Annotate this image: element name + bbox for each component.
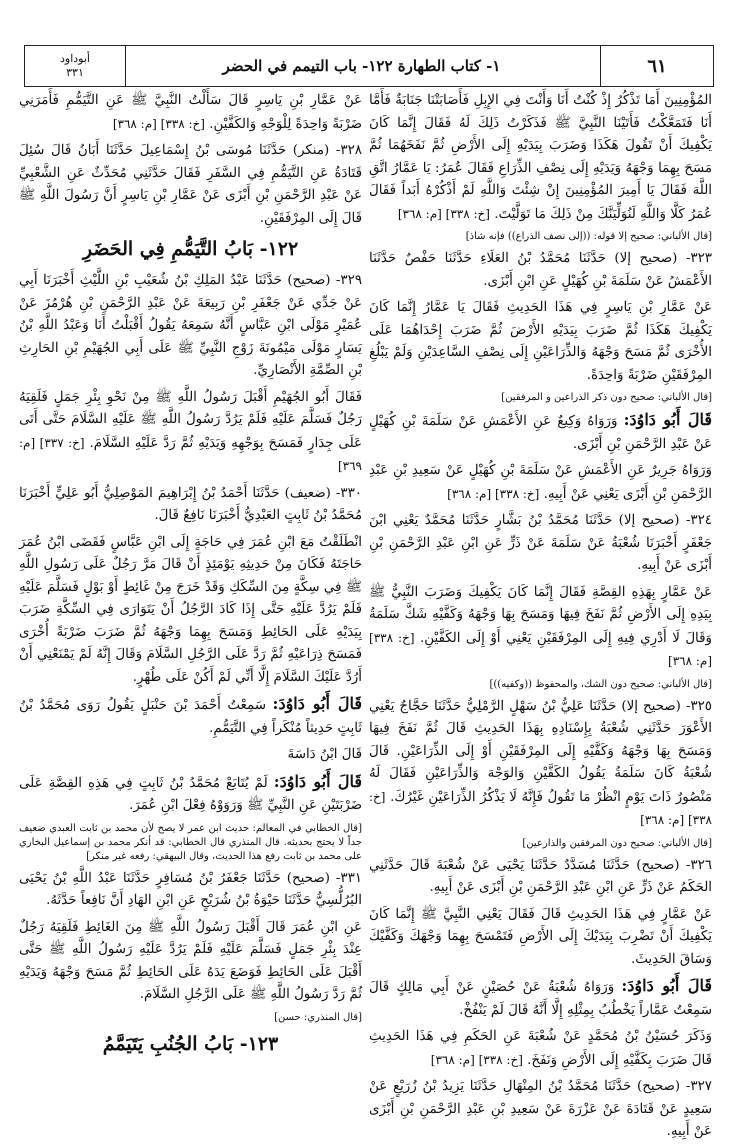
reference: [خ: ٣٣٨] [م: ٣٦٨] (369, 789, 712, 827)
paragraph: فَقَالَ أَبُو الجُهَيْمِ أَقْبَلَ رَسُولُ اللَّهِ ﷺ مِنْ نَحْوِ بِئْرِ جَمَلٍ فَلَقِيَهُ رَجُلٌ فَسَلَّمَ عَلَيْهِ فَلَمْ يَرُدَّ رَسُولُ اللَّهِ ﷺ عَلَيْهِ السَّلَامَ حَتَّى أَتَى عَلَى جِدَارٍ فَمَسَحَ بِوَجْهِهِ وَيَدَيْهِ ثُمَّ رَدَّ عَلَيْهِ السَّلَامَ. [خ: ٣٣٧] [م: ٣٦٩] (19, 389, 362, 473)
book-reference (25, 46, 126, 86)
hadith-323: ٣٢٣- (صحيح إلا) حَدَّثَنَا مُحَمَّدُ بْنُ العَلَاءِ حَدَّثَنَا حَفْصٌ حَدَّثَنَا الأَعْمَشُ عَنْ سَلَمَةَ بْنِ كُهَيْلٍ عَنِ ابْنِ أَبْزَى. (369, 251, 712, 289)
grading-note: [قال الألباني: صحيح إلا قوله: ((إلى نصف الذراع)) فإنه شاذ] (465, 231, 712, 242)
reference: [خ: ٣٣٨] [م: ٣٦٨] (397, 206, 490, 221)
paragraph: قَالَ أَبُو دَاوُدَ: لَمْ يُتَابَعْ مُحَمَّدُ بْنُ ثَابِتٍ فِي هَذِهِ القِصَّةِ عَلَى ضَرْبَتَيْنِ عَنِ النَّبِيِّ ﷺ وَرَوَوْهُ فِعْلَ ابْنِ عُمَرَ. (19, 771, 362, 813)
abu-dawud-label: قَالَ أَبُو دَاوُدَ: (621, 976, 713, 995)
paragraph: عَنْ عَمَّارِ بْنِ يَاسِرٍ فِي هَذَا الحَدِيثِ فَقَالَ يَا عَمَّارُ إِنَّمَا كَانَ يَكْفِيكَ هَكَذَا ثُمَّ ضَرَبَ بِيَدَيْهِ الأَرْضَ ثُمَّ ضَرَبَ إِحْدَاهُمَا عَلَى الأُخْرَى ثُمَّ مَسَحَ وَجْهَهُ وَالذِّرَاعَيْنِ إِلَى نِصْفِ السَّاعِدَيْنِ وَلَمْ يَبْلُغِ المِرْفَقَيْنِ ضَرْبَةً وَاحِدَةً. (369, 300, 712, 383)
hadith-324: ٣٢٤- (صحيح إلا) حَدَّثَنَا مُحَمَّدُ بْنُ بَشَّارٍ حَدَّثَنَا مُحَمَّدٌ يَعْنِي ابْنَ جَعْفَرٍ أَخْبَرَنَا شُعْبَةُ عَنْ سَلَمَةَ عَنْ ذَرٍّ عَنِ ابْنِ عَبْدِ الرَّحْمَنِ بْنِ أَبْزَى عَنْ أَبِيهِ. (369, 513, 712, 573)
abu-dawud-label: قَالَ أَبُو دَاوُدَ: (273, 771, 362, 791)
paragraph: عَنْ عَمَّارِ بْنِ يَاسِرٍ قَالَ سَأَلْتُ النَّبِيَّ ﷺ عَنِ التَّيَمُّمِ فَأَمَرَنِي ضَرْبَةً وَاحِدَةً لِلْوَجْهِ وَالكَفَّيْنِ. [خ: ٣٣٨] [م: ٣٦٨] (19, 93, 362, 132)
right-column (369, 90, 713, 1139)
reference: [خ: ٣٣٨] [م: ٣٦٨] (447, 486, 540, 501)
abu-dawud-label: قَالَ أَبُو دَاوُدَ: (272, 694, 362, 713)
hadith-330: ٣٣٠- (ضعيف) حَدَّثَنَا أَحْمَدُ بْنُ إِبْرَاهِيمَ المَوْصِلِيُّ أَبُو عَلِيٍّ أَخْبَرَنَا مُحَمَّدُ بْنُ ثَابِتٍ العَبْدِيُّ أَخْبَرَنَا نَافِعٌ قَالَ. (19, 485, 362, 523)
paragraph: انْطَلَقْتُ مَعَ ابْنِ عُمَرَ فِي حَاجَةٍ إِلَى ابْنِ عَبَّاسٍ فَقَضَى ابْنُ عُمَرَ حَاجَتَهُ فَكَانَ مِنْ حَدِيثِهِ يَوْمَئِذٍ أَنْ قَالَ مَرَّ رَجُلٌ عَلَى رَسُولِ اللَّهِ ﷺ فِي سِكَّةٍ مِنَ السِّكَكِ وَقَدْ خَرَجَ مِنْ غَائِطٍ أَوْ بَوْلٍ فَسَلَّمَ عَلَيْهِ فَلَمْ يَرُدَّ عَلَيْهِ حَتَّى إِذَا كَادَ الرَّجُلُ أَنْ يَتَوَارَى فِي السِّكَّةِ ضَرَبَ بِيَدَيْهِ عَلَى الحَائِطِ وَمَسَحَ بِهِمَا وَجْهَهُ ثُمَّ ضَرَبَ ضَرْبَةً أُخْرَى فَمَسَحَ ذِرَاعَيْهِ ثُمَّ رَدَّ عَلَى الرَّجُلِ السَّلَامَ وَقَالَ إِنَّهُ لَمْ يَمْنَعْنِي أَنْ أَرُدَّ عَلَيْكَ السَّلَامَ إِلَّا أَنِّي لَمْ أَكُنْ عَلَى طُهْرٍ. (19, 534, 362, 685)
grading-note: [قال الخطابي في المعالم: حديث ابن عمر لا يصح لأن محمد بن ثابت العبدي ضعيف جداً لا يحتج بحديثه. قال المنذري قال الخطابي: قد أنكر محمد بن إسماعيل البخاري على محمد بن ثابت رفع هذا الحديث، وقال البيهقي: رفعه غير منكر] (19, 822, 362, 862)
chapter-heading: ١٢٢- بَابُ التَّيَمُّمِ فِي الحَضَرِ (82, 238, 299, 260)
paragraph: وَرَوَاهُ جَرِيرٌ عَنِ الأَعْمَشِ عَنْ سَلَمَةَ بْنِ كُهَيْلٍ عَنْ سَعِيدِ بْنِ عَبْدِ الرَّحْمَنِ بْنِ أَبْزَى يَعْنِي عَنْ أَبِيهِ. [خ: ٣٣٨] [م: ٣٦٨] (369, 463, 712, 502)
paragraph: قَالَ أَبُو دَاوُدَ: سَمِعْتُ أَحْمَدَ بْنَ حَنْبَلٍ يَقُولُ رَوَى مُحَمَّدُ بْنُ ثَابِتٍ حَدِيثاً مُنْكَراً فِي التَّيَمُّمِ. (19, 694, 362, 736)
hadith-328: ٣٢٨- (منكر) حَدَّثَنَا مُوسَى بْنُ إِسْمَاعِيلَ حَدَّثَنَا أَبَانُ قَالَ سُئِلَ قَتَادَةُ عَنِ التَّيَمُّمِ فِي السَّفَرِ فَقَالَ حَدَّثَنِي مُحَدِّثٌ عَنِ الشَّعْبِيِّ عَنْ عَبْدِ الرَّحْمَنِ بْنِ أَبْزَى عَنْ عَمَّارِ بْنِ يَاسِرٍ أَنَّ رَسُولَ اللَّهِ ﷺ قَالَ إِلَى المِرْفَقَيْنِ. (19, 143, 362, 226)
paragraph: المُؤْمِنِينَ أَمَا تَذْكُرُ إِذْ كُنْتُ أَنَا وَأَنْتَ فِي الإِبِلِ فَأَصَابَتْنَا جَنَابَةٌ فَأَمَّا أَنَا فَتَمَعَّكْتُ فَأَتَيْنَا النَّبِيَّ ﷺ فَذَكَرْتُ ذَلِكَ لَهُ فَقَالَ إِنَّمَا كَانَ يَكْفِيكَ أَنْ تَقُولَ هَكَذَا وَضَرَبَ بِيَدَيْهِ إِلَى الأَرْضِ ثُمَّ نَفَخَهُمَا ثُمَّ مَسَحَ بِهِمَا وَجْهَهُ وَيَدَيْهِ إِلَى نِصْفِ الذِّرَاعِ فَقَالَ عُمَرُ: يَا عَمَّارُ اتَّقِ اللَّهَ فَقَالَ يَا أَمِيرَ المُؤْمِنِينَ إِنْ شِئْتَ وَاللَّهِ لَمْ أَذْكُرْهُ أَبَداً فَقَالَ عُمَرُ كَلَّا وَاللَّهِ لَنُوَلِّيَنَّكَ مِنْ ذَلِكَ مَا تَوَلَّيْتَ. [خ: ٣٣٨] [م: ٣٦٨] (369, 93, 712, 222)
hadith-331: ٣٣١- (صحيح) حَدَّثَنَا جَعْفَرُ بْنُ مُسَافِرٍ حَدَّثَنَا عَبْدُ اللَّهِ بْنُ يَحْيَى البُرُلُّسِيُّ حَدَّثَنَا حَيْوَةُ بْنُ شُرَيْحٍ عَنِ ابْنِ الهَادِ أَنَّ نَافِعاً حَدَّثَهُ. (19, 870, 362, 908)
book-name: أبوداود (60, 52, 90, 65)
grading-note: [قال المنذري: حسن] (274, 1011, 362, 1023)
reference: [خ: ٣٣٨] [م: ٣٦٨] (369, 630, 712, 668)
hadith-326: ٣٢٦- (صحيح) حَدَّثَنَا مُسَدَّدٌ حَدَّثَنَا يَحْيَى عَنْ شُعْبَةَ قَالَ حَدَّثَنِي الحَكَمُ عَنْ ذَرٍّ عَنِ ابْنِ عَبْدِ الرَّحْمَنِ بْنِ أَبْزَى عَنْ أَبِيهِ. (369, 857, 712, 895)
page-number: ٦١ (600, 46, 713, 86)
reference: [خ: ٣٣٨] [م: ٣٦٨] (112, 116, 205, 131)
running-title: ١- كتاب الطهارة ١٢٢- باب التيمم في الحضر (222, 57, 501, 75)
grading-note: [قال الألباني: صحيح دون الشك، والمحفوظ ((وكفيه))] (489, 678, 712, 690)
paragraph: عَنِ ابْنِ عُمَرَ قَالَ أَقْبَلَ رَسُولُ اللَّهِ ﷺ مِنَ الغَائِطِ فَلَقِيَهُ رَجُلٌ عِنْدَ بِئْرِ جَمَلٍ فَسَلَّمَ عَلَيْهِ فَلَمْ يَرُدَّ عَلَيْهِ رَسُولُ اللَّهِ ﷺ حَتَّى أَقْبَلَ عَلَى الحَائِطِ فَوَضَعَ يَدَهُ عَلَى الحَائِطِ ثُمَّ مَسَحَ وَجْهَهُ وَيَدَيْهِ ثُمَّ رَدَّ رَسُولُ اللَّهِ ﷺ عَلَى الرَّجُلِ السَّلَامَ. (19, 919, 362, 1002)
abu-dawud-label: قَالَ أَبُو دَاوُدَ: (623, 410, 712, 429)
hadith-325: ٣٢٥- (صحيح إلا) حَدَّثَنَا عَلِيُّ بْنُ سَهْلٍ الرَّمْلِيُّ حَدَّثَنَا حَجَّاجٌ يَعْنِي الأَعْوَرَ حَدَّثَنِي شُعْبَةُ بِإِسْنَادِهِ بِهَذَا الحَدِيثِ قَالَ ثُمَّ نَفَخَ فِيهَا وَمَسَحَ بِهَا وَجْهَهُ وَكَفَّيْهِ إِلَى المِرْفَقَيْنِ أَوْ إِلَى الذِّرَاعَيْنِ. قَالَ شُعْبَةُ كَانَ سَلَمَةُ يَقُولُ الكَفَّيْنِ وَالوَجْهَ وَالذِّرَاعَيْنِ فَقَالَ لَهُ مَنْصُورٌ ذَاتَ يَوْمٍ انْظُرْ مَا تَقُولُ فَإِنَّهُ لَا يَذْكُرُ الذِّرَاعَيْنِ غَيْرُكَ. [خ: ٣٣٨] [م: ٣٦٨] (369, 698, 712, 827)
chapter-heading: ١٢٣- بَابُ الجُنُبِ يَتَيَمَّمُ (102, 1032, 279, 1055)
hadith-329: ٣٢٩- (صحيح) حَدَّثَنَا عَبْدُ المَلِكِ بْنُ شُعَيْبِ بْنِ اللَّيْثِ أَخْبَرَنَا أَبِي عَنْ جَدِّي عَنْ جَعْفَرِ بْنِ رَبِيعَةَ عَنْ عَبْدِ الرَّحْمَنِ بْنِ هُرْمُزَ عَنْ عُمَيْرٍ مَوْلَى ابْنِ عَبَّاسٍ أَنَّهُ سَمِعَهُ يَقُولُ أَقْبَلْتُ أَنَا وَعَبْدُ اللَّهِ بْنُ يَسَارٍ مَوْلَى مَيْمُونَةَ زَوْجِ النَّبِيِّ ﷺ عَلَى أَبِي الجُهَيْمِ بْنِ الحَارِثِ بْنِ الصِّمَّةِ الأَنْصَارِيِّ. (19, 273, 362, 378)
paragraph: قَالَ ابْنُ دَاسَةَ (287, 747, 362, 762)
paragraph: عَنْ عَمَّارٍ فِي هَذَا الحَدِيثِ قَالَ فَقَالَ يَعْنِي النَّبِيَّ ﷺ إِنَّمَا كَانَ يَكْفِيكَ أَنْ تَضْرِبَ بِيَدَيْكَ إِلَى الأَرْضِ فَتَمْسَحَ بِهِمَا وَجْهَكَ وَكَفَّيْكَ وَسَاقَ الحَدِيثَ. (369, 906, 712, 967)
paragraph: وَذَكَرَ حُسَيْنُ بْنُ مُحَمَّدٍ عَنْ شُعْبَةَ عَنِ الحَكَمِ فِي هَذَا الحَدِيثِ قَالَ ضَرَبَ بِكَفَّيْهِ إِلَى الأَرْضِ وَنَفَخَ. [خ: ٣٣٨] [م: ٣٦٨] (369, 1029, 712, 1068)
grading-note: [قال الألباني: صحيح دون المرفقين والذارعين] (522, 837, 712, 849)
paragraph: قَالَ أَبُو دَاوُدَ: وَرَوَاهُ وَكِيعٌ عَنِ الأَعْمَشِ عَنْ سَلَمَةَ بْنِ كُهَيْلٍ عَنْ عَبْدِ الرَّحْمَنِ بْنِ أَبْزَى. (369, 410, 712, 452)
reference: [خ: ٣٣٨] [م: ٣٦٨] (430, 1052, 523, 1067)
paragraph: قَالَ أَبُو دَاوُدَ: وَرَوَاهُ شُعْبَةُ عَنْ حُصَيْنٍ عَنْ أَبِي مَالِكٍ قَالَ سَمِعْتُ عَمَّاراً يَخْطُبُ بِمِثْلِهِ إِلَّا أَنَّهُ قَالَ لَمْ يَنْفُخْ. (369, 976, 713, 1018)
book-number: ٣٣١ (66, 66, 84, 79)
reference: [خ: ٣٣٧] [م: ٣٦٩] (19, 435, 362, 473)
paragraph: عَنْ عَمَّارٍ بِهَذِهِ القِصَّةِ فَقَالَ إِنَّمَا كَانَ يَكْفِيكَ وَضَرَبَ النَّبِيُّ ﷺ بِيَدِهِ إِلَى الأَرْضِ ثُمَّ نَفَخَ فِيهَا وَمَسَحَ بِهَا وَجْهَهُ وَكَفَّيْهِ شَكَّ سَلَمَةُ وَقَالَ لَا أَدْرِي فِيهِ إِلَى المِرْفَقَيْنِ يَعْنِي أَوْ إِلَى الكَفَّيْنِ. [خ: ٣٣٨] [م: ٣٦٨] (369, 584, 712, 668)
left-column (19, 90, 362, 1085)
hadith-327: ٣٢٧- (صحيح) حَدَّثَنَا مُحَمَّدُ بْنُ المِنْهَالِ حَدَّثَنَا يَزِيدُ بْنُ زُرَيْعٍ عَنْ سَعِيدٍ عَنْ قَتَادَةَ عَنْ عَزْرَةَ عَنْ سَعِيدِ بْنِ عَبْدِ الرَّحْمَنِ بْنِ أَبْزَى عَنْ أَبِيهِ. (369, 1079, 712, 1139)
grading-note: [قال الألباني: صحيح دون ذكر الذراعين و المرفقين] (501, 392, 712, 403)
page-header (24, 45, 714, 87)
